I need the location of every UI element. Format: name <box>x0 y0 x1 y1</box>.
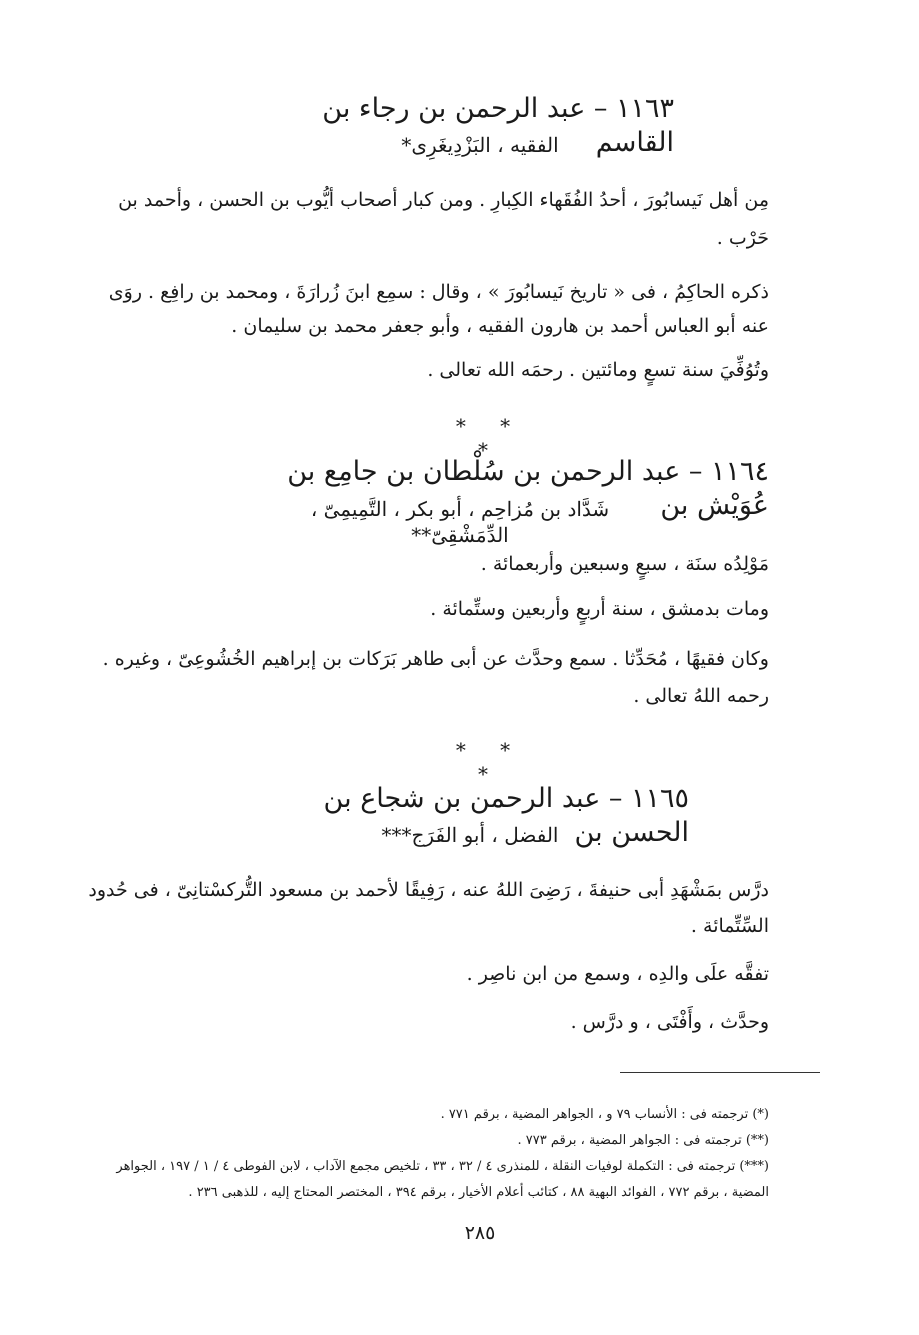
entry-text-line: ومات بدمشق ، سنة أربعٍ وأربعين وستِّمائة . <box>430 598 769 620</box>
footnote-divider <box>620 1072 820 1073</box>
footnote: (**) ترجمته فى : الجواهر المضية ، برقم ٧٧٣ . <box>517 1133 769 1148</box>
entry-text-line: وكان فقيهًا ، مُحَدِّثا . سمع وحدَّث عن أبى طاهر بَرَكات بن إبراهيم الخُشُوعِىّ ، وغيره . <box>102 648 769 670</box>
entry-text-line: ذكره الحاكِمُ ، فى « تاريخ نَيسابُورَ » ، وقال : سمِع ابنَ زُرارَةَ ، ومحمد بن رافِع . روَى <box>108 281 769 303</box>
entry-subtitle: شَدَّاد بن مُزاحِم ، أبو بكر ، التَّمِيمِىّ ، الدِّمَشْقِىّ** <box>310 497 610 547</box>
entry-text-line: وتُوُفِّيَ سنة تسعٍ ومائتين . رحمَه الله تعالى . <box>427 359 769 381</box>
section-separator: * * * <box>455 414 525 462</box>
entry-text-line: رحمه اللهُ تعالى . <box>633 685 769 707</box>
entry-text-line: درَّس بمَشْهَدِ أبى حنيفةَ ، رَضِىَ اللهُ عنه ، رَفِيقًا لأحمد بن مسعود التُّركسْتانِىّ ، فى حُدود <box>88 879 769 901</box>
page-number: ٢٨٥ <box>464 1222 496 1244</box>
entry-text-line: عنه أبو العباس أحمد بن هارون الفقيه ، وأبو جعفر محمد بن سليمان . <box>231 315 769 337</box>
entry-subtitle: الفضل ، أبو الفَرَج*** <box>381 823 559 847</box>
entry-text-line: السِّتِّمائة . <box>690 915 769 937</box>
section-separator: * * * <box>455 738 525 786</box>
entry-title: ١١٦٣ – عبد الرحمن بن رجاء بن القاسم <box>322 93 674 158</box>
entry-text-line: حَرْب . <box>716 227 769 249</box>
entry-subtitle: الفقيه ، البَزْدِيغَرِى* <box>401 133 559 157</box>
footnote: (***) ترجمته فى : التكملة لوفيات النقلة ، للمنذرى ٤ / ٣٢ ، ٣٣ ، تلخيص مجمع الآداب ، لابن الفوطى ٤ / ١ / ١٩٧ ، الجواهر <box>116 1159 769 1174</box>
entry-title: ١١٦٥ – عبد الرحمن بن شجاع بن الحسن بن <box>323 783 689 848</box>
entry-title: ١١٦٤ – عبد الرحمن بن سُلْطان بن جامِع بن عُوَيْش بن <box>287 456 769 521</box>
entry-text-line: مَوْلِدُه سنَة ، سبعٍ وسبعين وأربعمائة . <box>480 553 769 575</box>
entry-text-line: تفقَّه علَى والدِه ، وسمع من ابن ناصِر . <box>466 963 769 985</box>
footnote: (*) ترجمته فى : الأنساب ٧٩ و ، الجواهر المضية ، برقم ٧٧١ . <box>440 1107 769 1122</box>
entry-text-line: وحدَّث ، وأَفْتَى ، و درَّس . <box>570 1011 769 1033</box>
entry-text-line: مِن أهل نَيسابُورَ ، أحدُ الفُقَهاء الكِبارِ . ومن كبار أصحاب أيُّوب بن الحسن ، وأحمد بن <box>118 189 769 211</box>
footnote: المضية ، برقم ٧٧٢ ، الفوائد البهية ٨٨ ، كتائب أعلام الأخيار ، برقم ٣٩٤ ، المختصر المحتاج إليه ، للذهبى ٢٣٦ . <box>188 1185 769 1200</box>
